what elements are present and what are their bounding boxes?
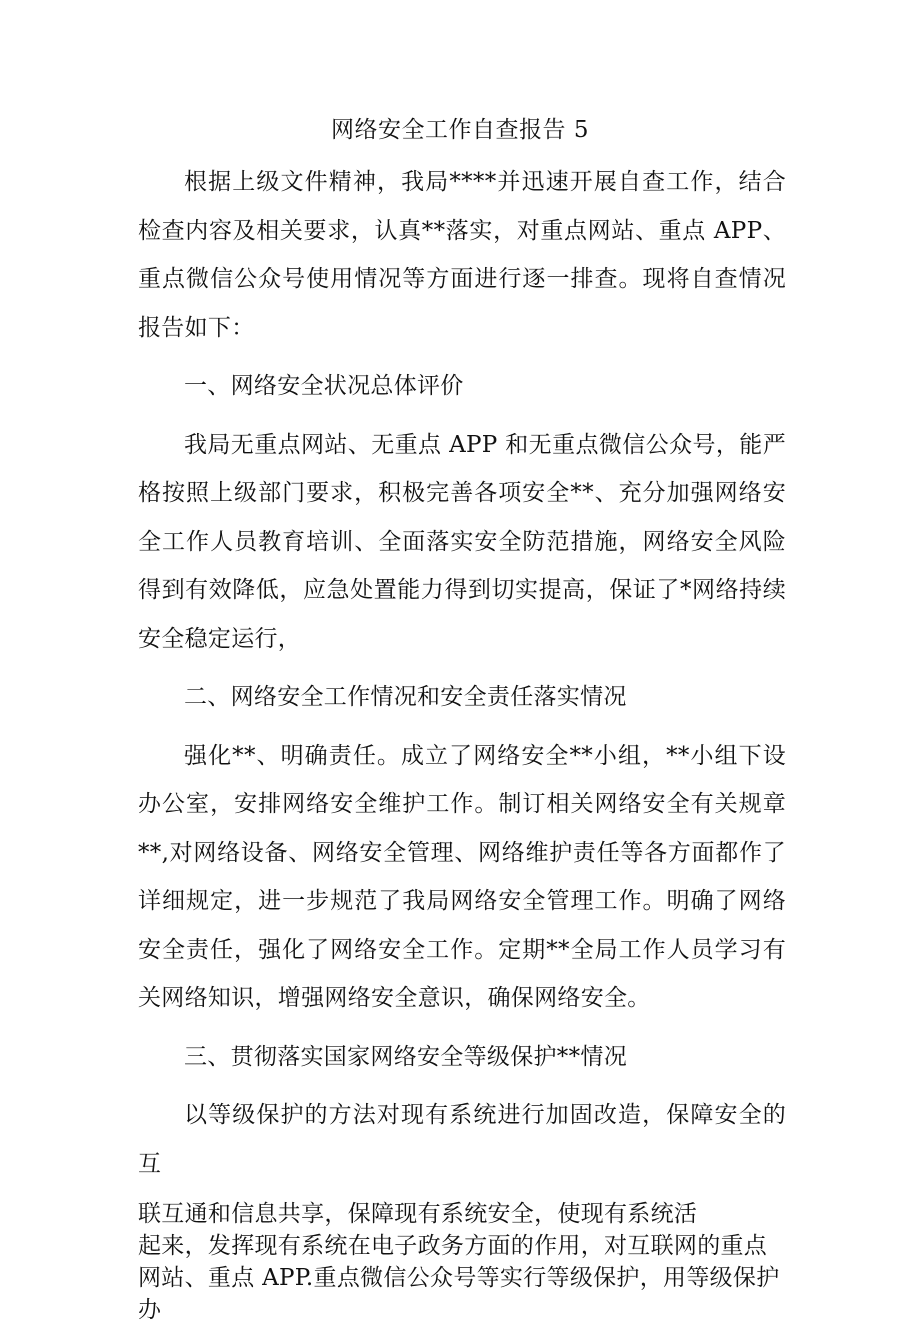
document-title: 网络安全工作自查报告 5 — [331, 117, 589, 143]
section3-paragraph-line1: 以等级保护的方法对现有系统进行加固改造，保障安全的互 — [138, 1102, 786, 1177]
section1-paragraph: 我局无重点网站、无重点 APP 和无重点微信公众号，能严格按照上级部门要求，积极完善各项安全**、充分加强网络安全工作人员教育培训、全面落实安全防范措施，网络安全风险得到有效降低，应急处置能力得到切实提高，保证了*网络持续安全稳定运行， — [138, 431, 786, 652]
section2-heading: 二、网络安全工作情况和安全责任落实情况 — [184, 684, 627, 710]
section3-paragraph-line2: 联互通和信息共享，保障现有系统安全，使现有系统活 — [138, 1201, 698, 1227]
section3-paragraph-rest: 起来，发挥现有系统在电子政务方面的作用，对互联网的重点网站、重点 APP.重点微信公众号等实行等级保护，用等级保护办 — [138, 1233, 780, 1323]
intro-paragraph: 根据上级文件精神，我局****并迅速开展自查工作，结合检查内容及相关要求，认真**落实，对重点网站、重点 APP、重点微信公众号使用情况等方面进行逐一排查。现将自查情况报告如下： — [138, 169, 786, 341]
section3-heading: 三、贯彻落实国家网络安全等级保护**情况 — [184, 1043, 627, 1070]
section1-heading: 一、网络安全状况总体评价 — [184, 373, 464, 399]
section2-paragraph: 强化**、明确责任。成立了网络安全**小组，**小组下设办公室，安排网络安全维护工作。制订相关网络安全有关规章**,对网络设备、网络安全管理、网络维护责任等各方面都作了详细规定，进一步规范了我局网络安全管理工作。明确了网络安全责任，强化了网络安全工作。定期**全局工作人员学习有关网络知识，增强网络安全意识，确保网络安全。 — [138, 742, 786, 1011]
document-body — [138, 158, 786, 1326]
